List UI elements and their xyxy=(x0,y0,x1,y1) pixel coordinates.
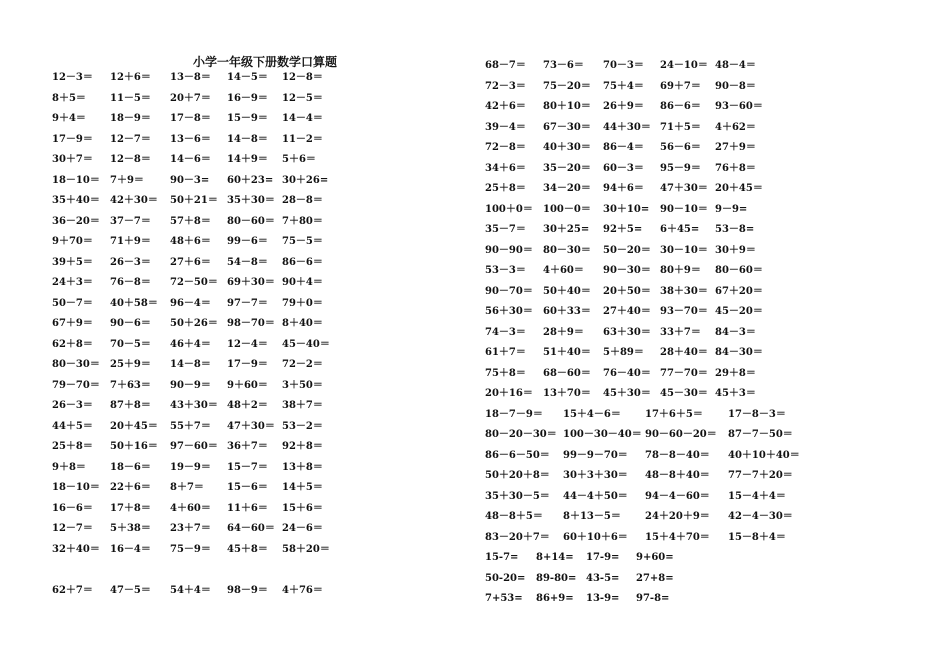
arithmetic-problem: 15－7＝ xyxy=(227,461,268,473)
arithmetic-problem: 94－4－60＝ xyxy=(645,490,710,502)
arithmetic-problem: 99－6＝ xyxy=(227,236,268,247)
arithmetic-problem: 42＋6＝ xyxy=(485,101,526,112)
arithmetic-problem: 53－2＝ xyxy=(282,420,323,432)
arithmetic-problem: 43＋30＝ xyxy=(170,400,218,411)
arithmetic-problem: 60－3＝ xyxy=(603,162,644,174)
arithmetic-problem: 72－3＝ xyxy=(485,80,526,92)
arithmetic-problem: 45－20＝ xyxy=(715,306,763,317)
arithmetic-problem: 90－70＝ xyxy=(485,285,533,297)
arithmetic-problem: 20＋16＝ xyxy=(485,388,533,399)
arithmetic-problem: 7＋63＝ xyxy=(110,379,151,391)
arithmetic-problem: 13-9= xyxy=(586,593,620,604)
arithmetic-problem: 99－9－70＝ xyxy=(563,449,628,461)
arithmetic-problem: 70－3＝ xyxy=(603,60,644,71)
arithmetic-problem: 30＋10= xyxy=(603,203,650,215)
arithmetic-problem: 4＋62＝ xyxy=(715,121,756,133)
arithmetic-problem: 97－60＝ xyxy=(170,441,218,452)
arithmetic-problem: 51＋40＝ xyxy=(543,347,591,358)
arithmetic-problem: 4＋76＝ xyxy=(282,584,323,596)
arithmetic-problem: 79－70＝ xyxy=(52,379,100,391)
arithmetic-problem: 4＋60＝ xyxy=(170,502,211,514)
arithmetic-problem: 62＋7＝ xyxy=(52,584,93,596)
arithmetic-problem: 45－40＝ xyxy=(282,338,330,350)
arithmetic-problem: 15-7= xyxy=(485,552,519,563)
arithmetic-problem: 45＋8＝ xyxy=(227,543,268,555)
arithmetic-problem: 60＋23= xyxy=(227,174,274,186)
arithmetic-problem: 75－9＝ xyxy=(170,543,211,555)
arithmetic-problem: 96－4＝ xyxy=(170,297,211,309)
arithmetic-problem: 44＋5＝ xyxy=(52,420,93,432)
arithmetic-problem: 84－30＝ xyxy=(715,347,763,358)
arithmetic-problem: 24＋3＝ xyxy=(52,277,93,288)
arithmetic-problem: 12－4＝ xyxy=(227,338,268,350)
arithmetic-problem: 67＋20＝ xyxy=(715,285,763,297)
arithmetic-problem: 48－8＋5＝ xyxy=(485,511,543,522)
arithmetic-problem: 15－4＋4＝ xyxy=(728,490,786,502)
arithmetic-problem: 68－7＝ xyxy=(485,60,526,71)
arithmetic-problem: 86－6＝ xyxy=(660,101,701,112)
arithmetic-problem: 12－7＝ xyxy=(52,523,93,534)
arithmetic-problem: 62＋8＝ xyxy=(52,338,93,350)
arithmetic-problem: 56＋30＝ xyxy=(485,306,533,317)
arithmetic-problem: 50－20＝ xyxy=(603,244,651,256)
arithmetic-problem: 9＋70＝ xyxy=(52,236,93,247)
arithmetic-problem: 39－4＝ xyxy=(485,121,526,133)
arithmetic-problem: 86－6＝ xyxy=(282,256,323,268)
arithmetic-problem: 80－60＝ xyxy=(227,215,275,227)
arithmetic-problem: 15＋4＋70＝ xyxy=(645,531,710,543)
arithmetic-problem: 27＋9＝ xyxy=(715,142,756,153)
arithmetic-problem: 73－6＝ xyxy=(543,60,584,71)
arithmetic-problem: 37－7＝ xyxy=(110,215,151,227)
arithmetic-problem: 45＋3＝ xyxy=(715,388,756,399)
arithmetic-problem: 26－3＝ xyxy=(52,400,93,411)
arithmetic-problem: 40＋10＋40＝ xyxy=(728,449,800,461)
arithmetic-problem: 76＋8＝ xyxy=(715,162,756,174)
arithmetic-problem: 33＋7＝ xyxy=(660,326,701,338)
arithmetic-problem: 5＋89＝ xyxy=(603,347,644,358)
arithmetic-problem: 78－8－40＝ xyxy=(645,449,710,461)
arithmetic-problem: 92＋8＝ xyxy=(282,441,323,452)
arithmetic-problem: 97－7＝ xyxy=(227,297,268,309)
arithmetic-problem: 60＋10＋6＝ xyxy=(563,531,628,543)
arithmetic-problem: 95－9＝ xyxy=(660,162,701,174)
arithmetic-problem: 35－7＝ xyxy=(485,224,526,235)
arithmetic-problem: 40＋58＝ xyxy=(110,297,158,309)
arithmetic-problem: 8+14= xyxy=(536,552,574,563)
arithmetic-problem: 47－5＝ xyxy=(110,584,151,596)
arithmetic-problem: 20＋45＝ xyxy=(110,420,158,432)
arithmetic-problem: 14－8＝ xyxy=(170,359,211,370)
arithmetic-problem: 50＋16＝ xyxy=(110,441,158,452)
arithmetic-problem: 18－10＝ xyxy=(52,482,100,493)
arithmetic-problem: 35＋30＝ xyxy=(227,195,275,206)
arithmetic-problem: 80－30＝ xyxy=(52,359,100,370)
arithmetic-problem: 90－10＝ xyxy=(660,203,708,215)
arithmetic-problem: 54＋4＝ xyxy=(170,584,211,596)
arithmetic-problem: 12＋6＝ xyxy=(110,72,151,83)
arithmetic-problem: 75＋8＝ xyxy=(485,367,526,379)
arithmetic-problem: 17-9= xyxy=(586,552,620,563)
arithmetic-problem: 25＋8＝ xyxy=(485,183,526,194)
arithmetic-problem: 18－9＝ xyxy=(110,113,151,124)
arithmetic-problem: 79＋0＝ xyxy=(282,297,323,309)
arithmetic-problem: 5＋6＝ xyxy=(282,154,316,165)
arithmetic-problem: 14＋9＝ xyxy=(227,154,268,165)
arithmetic-problem: 34＋6＝ xyxy=(485,162,526,174)
arithmetic-problem: 76－40＝ xyxy=(603,367,651,379)
arithmetic-problem: 80－20－30＝ xyxy=(485,429,557,440)
arithmetic-problem: 90－60－20＝ xyxy=(645,429,717,440)
arithmetic-problem: 13＋70＝ xyxy=(543,388,591,399)
arithmetic-problem: 18－10＝ xyxy=(52,174,100,186)
arithmetic-problem: 93－70＝ xyxy=(660,306,708,317)
arithmetic-problem: 80＋9＝ xyxy=(660,265,701,276)
arithmetic-problem: 4＋60＝ xyxy=(543,265,584,276)
arithmetic-problem: 90－9＝ xyxy=(170,379,211,391)
arithmetic-problem: 80－30＝ xyxy=(543,244,591,256)
arithmetic-problem: 14－6＝ xyxy=(170,154,211,165)
arithmetic-problem: 35＋30－5＝ xyxy=(485,490,550,502)
arithmetic-problem: 20＋45＝ xyxy=(715,183,763,194)
arithmetic-problem: 47＋30＝ xyxy=(660,183,708,194)
arithmetic-problem: 16－4＝ xyxy=(110,543,151,555)
arithmetic-problem: 35＋40＝ xyxy=(52,195,100,206)
arithmetic-problem: 44＋30＝ xyxy=(603,121,651,133)
arithmetic-problem: 42－4－30＝ xyxy=(728,511,793,522)
arithmetic-problem: 48＋6＝ xyxy=(170,236,211,247)
arithmetic-problem: 9＋60＝ xyxy=(227,379,268,391)
arithmetic-problem: 9＋8＝ xyxy=(52,461,86,473)
arithmetic-problem: 50＋26＝ xyxy=(170,318,218,329)
arithmetic-problem: 27＋40＝ xyxy=(603,306,651,317)
arithmetic-problem: 30＋25= xyxy=(543,224,590,235)
arithmetic-problem: 48＋2＝ xyxy=(227,400,268,411)
arithmetic-problem: 15－9＝ xyxy=(227,113,268,124)
arithmetic-problem: 23＋7＝ xyxy=(170,523,211,534)
arithmetic-problem: 90－30＝ xyxy=(603,265,651,276)
arithmetic-problem: 80＋10＝ xyxy=(543,101,591,112)
arithmetic-problem: 89-80= xyxy=(536,572,577,584)
arithmetic-problem: 28＋9＝ xyxy=(543,326,584,338)
arithmetic-problem: 5＋38＝ xyxy=(110,523,151,534)
arithmetic-problem: 45－30＝ xyxy=(660,388,708,399)
arithmetic-problem: 12－3＝ xyxy=(52,72,93,83)
arithmetic-problem: 14－5＝ xyxy=(227,72,268,83)
arithmetic-problem: 8＋7＝ xyxy=(170,482,204,493)
arithmetic-problem: 22＋6＝ xyxy=(110,482,151,493)
arithmetic-problem: 90－6＝ xyxy=(110,318,151,329)
arithmetic-problem: 48－8＋40＝ xyxy=(645,470,710,481)
arithmetic-problem: 76－8＝ xyxy=(110,277,151,288)
arithmetic-problem: 25＋9＝ xyxy=(110,359,151,370)
arithmetic-problem: 86－6－50＝ xyxy=(485,449,550,461)
arithmetic-problem: 61＋7＝ xyxy=(485,347,526,358)
arithmetic-problem: 9+60= xyxy=(636,552,674,563)
arithmetic-problem: 53－8= xyxy=(715,224,755,235)
arithmetic-problem: 14－8＝ xyxy=(227,133,268,145)
arithmetic-problem: 14－4＝ xyxy=(282,113,323,124)
arithmetic-problem: 3＋50＝ xyxy=(282,379,323,391)
arithmetic-problem: 7＋9＝ xyxy=(110,174,144,186)
worksheet-title: 小学一年级下册数学口算题 xyxy=(192,55,337,69)
arithmetic-problem: 50＋20＋8＝ xyxy=(485,470,550,481)
arithmetic-problem: 54－8＝ xyxy=(227,256,268,268)
arithmetic-problem: 42＋30＝ xyxy=(110,195,158,206)
arithmetic-problem: 17－9＝ xyxy=(52,133,93,145)
arithmetic-problem: 8＋5＝ xyxy=(52,92,86,104)
arithmetic-problem: 24－10＝ xyxy=(660,60,708,71)
arithmetic-problem: 11＋6＝ xyxy=(227,502,268,514)
arithmetic-problem: 48－4＝ xyxy=(715,60,756,71)
arithmetic-problem: 77－70＝ xyxy=(660,367,708,379)
arithmetic-problem: 72－8＝ xyxy=(485,142,526,153)
arithmetic-problem: 86+9= xyxy=(536,593,574,604)
arithmetic-problem: 27＋6＝ xyxy=(170,256,211,268)
arithmetic-problem: 69＋7＝ xyxy=(660,80,701,92)
arithmetic-problem: 12－8＝ xyxy=(282,72,323,83)
arithmetic-problem: 68－60＝ xyxy=(543,367,591,379)
arithmetic-problem: 67－30＝ xyxy=(543,121,591,133)
arithmetic-problem: 93－60＝ xyxy=(715,101,763,112)
arithmetic-problem: 18－6＝ xyxy=(110,461,151,473)
arithmetic-problem: 27+8= xyxy=(636,572,674,584)
arithmetic-problem: 77－7＋20＝ xyxy=(728,470,793,481)
arithmetic-problem: 58＋20＝ xyxy=(282,543,330,555)
arithmetic-problem: 46＋4＝ xyxy=(170,338,211,350)
arithmetic-problem: 94＋6＝ xyxy=(603,183,644,194)
arithmetic-problem: 92＋5= xyxy=(603,224,643,235)
arithmetic-problem: 75－5＝ xyxy=(282,236,323,247)
arithmetic-problem: 50＋40＝ xyxy=(543,285,591,297)
arithmetic-problem: 36－20＝ xyxy=(52,215,100,227)
arithmetic-problem: 67＋9＝ xyxy=(52,318,93,329)
arithmetic-problem: 100－0＝ xyxy=(543,203,591,215)
arithmetic-problem: 38＋30＝ xyxy=(660,285,708,297)
arithmetic-problem: 38＋7＝ xyxy=(282,400,323,411)
arithmetic-problem: 17－9＝ xyxy=(227,359,268,370)
arithmetic-problem: 9＋4＝ xyxy=(52,113,86,124)
arithmetic-problem: 90＋4＝ xyxy=(282,277,323,288)
arithmetic-problem: 30＋7＝ xyxy=(52,154,93,165)
arithmetic-problem: 8＋40＝ xyxy=(282,318,323,329)
arithmetic-problem: 15＋4－6＝ xyxy=(563,408,621,420)
arithmetic-problem: 7+53= xyxy=(485,593,523,604)
arithmetic-problem: 12－5＝ xyxy=(282,92,323,104)
arithmetic-problem: 20＋7＝ xyxy=(170,92,211,104)
arithmetic-problem: 39＋5＝ xyxy=(52,256,93,268)
arithmetic-problem: 56－6＝ xyxy=(660,142,701,153)
arithmetic-problem: 17－8－3＝ xyxy=(728,408,786,420)
arithmetic-problem: 98－9＝ xyxy=(227,584,268,596)
arithmetic-problem: 90－8＝ xyxy=(715,80,756,92)
arithmetic-problem: 30－10＝ xyxy=(660,244,708,256)
arithmetic-problem: 64－60＝ xyxy=(227,523,275,534)
arithmetic-problem: 34－20＝ xyxy=(543,183,591,194)
arithmetic-problem: 14＋5＝ xyxy=(282,482,323,493)
arithmetic-problem: 47＋30＝ xyxy=(227,420,275,432)
arithmetic-problem: 87－7－50＝ xyxy=(728,429,793,440)
arithmetic-problem: 11－5＝ xyxy=(110,92,151,104)
arithmetic-problem: 6＋45= xyxy=(660,224,700,235)
arithmetic-problem: 30＋26= xyxy=(282,174,329,186)
arithmetic-problem: 50＋21＝ xyxy=(170,195,218,206)
arithmetic-problem: 100＋0＝ xyxy=(485,203,533,215)
arithmetic-problem: 24＋20＋9＝ xyxy=(645,511,710,522)
arithmetic-problem: 69＋30＝ xyxy=(227,277,275,288)
arithmetic-problem: 80－60＝ xyxy=(715,265,763,276)
arithmetic-problem: 20＋50＝ xyxy=(603,285,651,297)
arithmetic-problem: 13－6＝ xyxy=(170,133,211,145)
arithmetic-problem: 13－8＝ xyxy=(170,72,211,83)
arithmetic-problem: 87＋8＝ xyxy=(110,400,151,411)
arithmetic-problem: 45＋30＝ xyxy=(603,388,651,399)
arithmetic-problem: 26＋9＝ xyxy=(603,101,644,112)
arithmetic-problem: 75－20＝ xyxy=(543,80,591,92)
arithmetic-problem: 8＋13－5＝ xyxy=(563,511,621,522)
arithmetic-problem: 60＋33＝ xyxy=(543,306,591,317)
arithmetic-problem: 17－8＝ xyxy=(170,113,211,124)
arithmetic-problem: 15－6＝ xyxy=(227,482,268,493)
arithmetic-problem: 28－8＝ xyxy=(282,195,323,206)
arithmetic-problem: 97-8= xyxy=(636,593,670,604)
arithmetic-problem: 35－20＝ xyxy=(543,162,591,174)
arithmetic-problem: 16－6＝ xyxy=(52,502,93,514)
arithmetic-problem: 28＋40＝ xyxy=(660,347,708,358)
arithmetic-problem: 86－4＝ xyxy=(603,142,644,153)
arithmetic-problem: 72－50＝ xyxy=(170,277,218,288)
arithmetic-problem: 70－5＝ xyxy=(110,338,151,350)
arithmetic-problem: 29＋8＝ xyxy=(715,367,756,379)
arithmetic-problem: 98－70＝ xyxy=(227,318,275,329)
arithmetic-problem: 32＋40＝ xyxy=(52,543,100,555)
arithmetic-problem: 19－9＝ xyxy=(170,461,211,473)
arithmetic-problem: 12－8＝ xyxy=(110,154,151,165)
arithmetic-problem: 43-5= xyxy=(586,572,620,584)
arithmetic-problem: 13＋8＝ xyxy=(282,461,323,473)
arithmetic-problem: 24－6＝ xyxy=(282,523,323,534)
arithmetic-problem: 50-20= xyxy=(485,572,526,584)
arithmetic-problem: 40＋30＝ xyxy=(543,142,591,153)
arithmetic-problem: 63＋30＝ xyxy=(603,326,651,338)
arithmetic-problem: 74－3＝ xyxy=(485,326,526,338)
arithmetic-problem: 90－90＝ xyxy=(485,244,533,256)
arithmetic-problem: 18－7－9＝ xyxy=(485,408,543,420)
arithmetic-problem: 57＋8＝ xyxy=(170,215,211,227)
arithmetic-problem: 44－4＋50＝ xyxy=(563,490,628,502)
arithmetic-problem: 15－8＋4＝ xyxy=(728,531,786,543)
arithmetic-problem: 50－7＝ xyxy=(52,297,93,309)
arithmetic-problem: 17＋6＋5＝ xyxy=(645,408,703,420)
arithmetic-problem: 16－9＝ xyxy=(227,92,268,104)
arithmetic-problem: 25＋8＝ xyxy=(52,441,93,452)
arithmetic-problem: 83－20＋7＝ xyxy=(485,531,550,543)
arithmetic-problem: 30＋9＝ xyxy=(715,244,756,256)
arithmetic-problem: 84－3＝ xyxy=(715,326,756,338)
arithmetic-problem: 7＋80＝ xyxy=(282,215,323,227)
arithmetic-problem: 30＋3＋30＝ xyxy=(563,470,628,481)
arithmetic-problem: 71＋9＝ xyxy=(110,236,151,247)
arithmetic-problem: 11－2＝ xyxy=(282,133,323,145)
arithmetic-problem: 17＋8＝ xyxy=(110,502,151,514)
arithmetic-problem: 36＋7＝ xyxy=(227,441,268,452)
arithmetic-problem: 100－30－40＝ xyxy=(563,429,642,440)
arithmetic-problem: 75＋4＝ xyxy=(603,80,644,92)
arithmetic-problem: 15＋6＝ xyxy=(282,502,323,514)
arithmetic-problem: 9－9= xyxy=(715,203,748,215)
arithmetic-problem: 72－2＝ xyxy=(282,359,323,370)
arithmetic-problem: 12－7＝ xyxy=(110,133,151,145)
arithmetic-problem: 53－3＝ xyxy=(485,265,526,276)
arithmetic-problem: 26－3＝ xyxy=(110,256,151,268)
arithmetic-problem: 55＋7＝ xyxy=(170,420,211,432)
arithmetic-problem: 90－3= xyxy=(170,174,210,186)
arithmetic-problem: 71＋5＝ xyxy=(660,121,701,133)
